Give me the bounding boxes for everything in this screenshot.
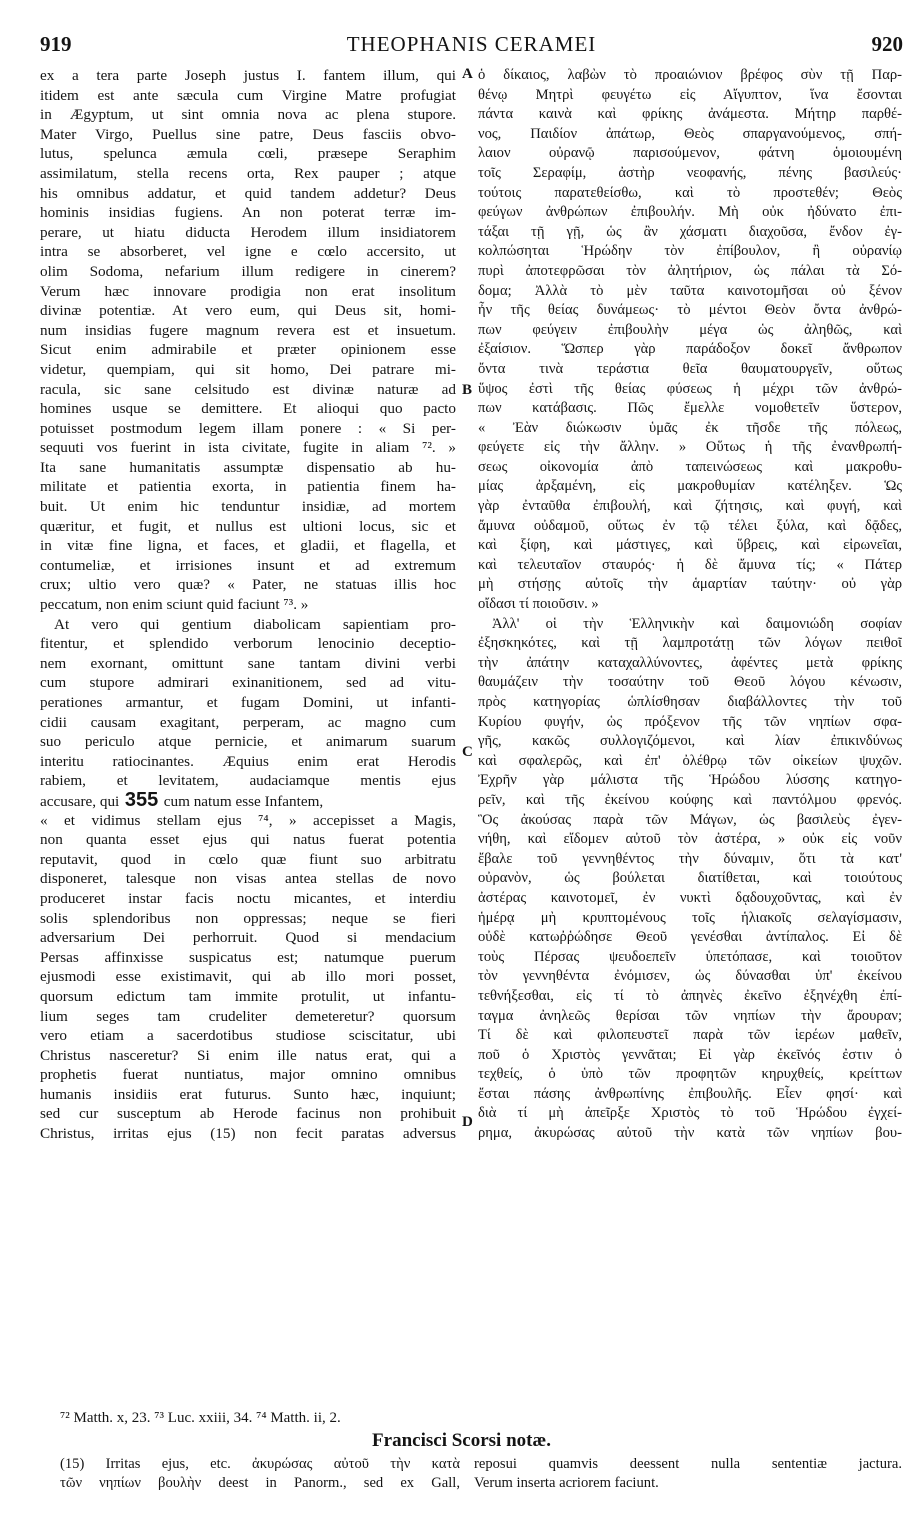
greek-text-line: μὴ στήσῃς αὐτοῖς τὴν ἁμαρτίαν ταύτην· οὐ γὰρ [478, 576, 902, 593]
latin-text-line: vero etiam a sacerdotibus studiose sciscitatur, ubi [40, 1027, 456, 1045]
latin-text-line: lium seges tam crudeliter demeteretur? quorsum [40, 1007, 456, 1025]
latin-text-line: non quanta esset ejus qui natus fuerat potentia [40, 831, 456, 849]
greek-text-line: Ἀλλ' οἱ τὴν Ἑλληνικὴν καὶ δαιμονιώδη σοφίαν [492, 615, 902, 632]
greek-text-line: ὕψος ἐστὶ τῆς θείας φύσεως ἡ μέχρι τῶν ἀνθρώ- [478, 380, 902, 397]
greek-text-line: οὐδὲ κατωῤῥώδησε Θεοῦ γενέσθαι ἀντίπαλος. Εἰ δὲ [478, 929, 902, 946]
latin-text-line: potuisset postmodum legem illam ponere : « Si per- [40, 419, 456, 437]
greek-text-line: νήθη, καὶ εἴδομεν αὐτοῦ τὸν ἀστέρα, » οὐκ εἰς νοῦν [478, 831, 902, 848]
greek-text-line: ἡμέρᾳ μὴ κρυπτομένους τοῖς ἡλιακοῖς σελαγίσμασιν, [478, 909, 902, 926]
scripture-references: ⁷² Matth. x, 23. ⁷³ Luc. xxiii, 34. ⁷⁴ Matth. ii, 2. [60, 1410, 341, 1426]
greek-text-line: τεχθείς, ὁ ὑπὸ τῶν προφητῶν κηρυχθείς, κρείττων [478, 1066, 902, 1083]
section-marker-b: B [462, 382, 473, 398]
note-text-line: (15) Irritas ejus, etc. ἀκυρώσας αὐτοῦ τὴν κατὰ [60, 1456, 460, 1472]
notes-right [474, 1455, 902, 1493]
greek-text-line: πυρὶ ἀποτεφρῶσαι τὸν ἀλητήριον, ὡς πάλαι τὰ Σό- [478, 262, 902, 279]
latin-text-line: Sicut enim admirabile et præter opinionem esse [40, 341, 456, 359]
section-marker-d: D [462, 1114, 473, 1130]
column-number: 355 [119, 790, 164, 811]
note-text-line: τῶν νηπίων βουλὴν deest in Panorm., sed ex Gall, [60, 1475, 460, 1491]
latin-text-line: itidem est ante sæcula cum Virgine Matre profugiat [40, 86, 456, 104]
latin-text-line: solis splendoribus non oppressas; neque se fieri [40, 909, 456, 927]
latin-text-fragment: accusare, qui [40, 792, 120, 810]
page-header [40, 24, 903, 54]
greek-text-line: ἦν τῆς θείας δυνάμεως· τὸ μέντοι Θεὸν ὄντα ἀνθρώ- [478, 302, 902, 319]
page-number-left: 919 [40, 32, 72, 56]
greek-text-line: πάντα καινὰ καὶ φρίκης ἀνάμεστα. Μήτηρ παρθέ- [478, 106, 902, 123]
greek-text-line: ἐξαίσιον. Ὥσπερ γὰρ παράδοξον δοκεῖ ἄνθρωπον [478, 341, 902, 358]
latin-text-line: produceret instar facis noctu micantes, et interdiu [40, 889, 456, 907]
greek-text-line: τάξαι τῇ γῇ, ὡς ἂν χάσματι διαχοῦσα, ἔνδον ἐγ- [478, 223, 902, 240]
greek-text-line: δομα; Ἀλλὰ τὸ μὲν ταῦτα καινοτομῆσαι οὐ ξένον [478, 282, 902, 299]
greek-text-line: ἔσται πάσης ἀνθρωπίνης ἐπιβουλῆς. Εἶεν φησί· καὶ [478, 1085, 902, 1102]
latin-text-line: disponeret, talesque non visas antea stellas de novo [40, 870, 456, 888]
latin-text-line: Verum hæc innovare prodigia non erat insolitum [40, 282, 456, 300]
greek-text-line: ἄμυνα οὐδαμοῦ, οὕτως ἐν τῷ τέλει ξύλα, καὶ δᾷδες, [478, 517, 902, 534]
greek-text-line: τὸν γεννηθέντα ἐνόμισεν, ὡς δύνασθαι ὑπ' ἐκείνου [478, 968, 902, 985]
latin-text-line [40, 791, 456, 811]
greek-text-line: καὶ τελευταῖον σταυρός· ἡ δὲ ἄμυνα τίς; « Πάτερ [478, 556, 902, 573]
greek-text-line: ὁ δίκαιος, λαβὼν τὸ προαιώνιον βρέφος σὺν τῇ Παρ- [478, 67, 902, 83]
greek-text-line: Κυρίου φυγήν, ὡς πρόξενον τῆς τῶν νηπίων σφα- [478, 713, 902, 730]
running-title: THEOPHANIS CERAMEI [346, 32, 597, 56]
latin-text-line: ejusmodi esse existimavit, qui ab illo mori posset, [40, 968, 456, 986]
latin-text-line: racula, sic sane celsitudo est divinæ naturæ ad [40, 380, 456, 398]
latin-text-line: num insidias fugere magnum revera est et insuetum. [40, 321, 456, 339]
greek-text-line: ταγμα ἀνηλεῶς θερίσαι τῶν νηπίων τὴν ἄρουραν; [478, 1007, 902, 1024]
latin-text-line: perare, ut hiatu diducta Herodem illum insidiatorem [40, 223, 456, 241]
greek-text-line: Ἐχρῆν γὰρ μάλιστα τῆς Ἡρώδου λύσσης κατηγο- [478, 772, 902, 789]
greek-text-line: τεθνήξεσθαι, εἰς τί τὸ ἀπηνὲς ἐκεῖνο ἐξηνέχθη ἐπί- [478, 987, 902, 1004]
greek-text-line: Ὃς ἀκούσας παρὰ τῶν Μάγων, ὡς βασιλεὺς ἐγεν- [478, 811, 902, 828]
latin-text-line: quorsum edictum tam immite protulit, ut infantu- [40, 987, 456, 1005]
latin-text-line: his omnibus addatur, et quid tandem addetur? Deus [40, 184, 456, 202]
greek-text-line: οὐρανὸν, ὡς βούλεται διατίθεται, καὶ τοιούτους [478, 870, 902, 887]
greek-text-line: λαιον οὐρανῷ παρισούμενον, φάτνη ὁμοιουμένη [478, 145, 902, 162]
greek-text-line: ρημα, ἀκυρώσας αὐτοῦ τὴν κατὰ τῶν νηπίων βου- [478, 1125, 902, 1142]
section-marker-c: C [462, 744, 473, 760]
latin-text-line: sed cur susceptum ab Herode facinus non prohibuit [40, 1105, 456, 1123]
latin-text-line: videtur, quempiam, qui sit homo, Dei patrare mi- [40, 360, 456, 378]
greek-text-line: ἀστέρας καινοτομεῖ, ἐν νυκτὶ δᾳδουχοῦντας, καὶ ἐν [478, 889, 902, 906]
latin-text-line: « et vidimus stellam ejus ⁷⁴, » accepisset a Magis, [40, 811, 456, 829]
greek-text-line: οἴδασι τί ποιοῦσιν. » [478, 596, 599, 613]
latin-text-line: Mater Virgo, Puellus sine patre, Deus fasciis obvo- [40, 125, 456, 143]
greek-text-line: τούτοις παρατεθείσθω, καὶ τὸ προστεθέν; Θεὸς [478, 184, 902, 201]
latin-text-line: crux; ultio vero quæ? « Pater, ne statuas illis hoc [40, 576, 456, 594]
greek-text-line: κολπώσηται Ἡρώδην τὸν ἐπίβουλον, ἢ οὐρανίῳ [478, 243, 902, 260]
latin-text-line: in Ægyptum, ut sint omnia nova ac plena stupore. [40, 106, 456, 124]
latin-text-line: homines usque se demittere. Et alioqui quo pacto [40, 400, 456, 418]
latin-text-line: cidii causam exagitant, perperam, ac magno cum [40, 713, 456, 731]
latin-text-line: ex a tera parte Joseph justus I. fantem illum, qui [40, 67, 456, 84]
greek-text-line: πων φεύγειν ἐπιβουλὴν μέγα ὡς ἀληθῶς, καὶ [478, 321, 902, 338]
latin-text-line: assimilatum, stella recens orta, Rex pauper ; atque [40, 164, 456, 182]
latin-text-line: Persas affinxisse suspicatus est; natumque puerum [40, 948, 456, 966]
latin-text-line: suo periculo atque pernicie, et animarum suarum [40, 733, 456, 751]
latin-text-line: militate et patientia exorta, in patientia finem ha- [40, 478, 456, 496]
latin-column [40, 66, 456, 1404]
greek-text-line: θαυμάζειν τὴν τοσαύτην τοῦ Θεοῦ λόγου κένωσιν, [478, 674, 902, 691]
greek-text-line: ποῦ ὁ Χριστὸς γεννᾶται; Εἰ γὰρ ἐκεῖνός ἐστιν ὁ [478, 1046, 902, 1063]
greek-text-line: ἐξησκηκότες, καὶ τῇ λαμπροτάτῃ τῶν λόγων πειθοῖ [478, 635, 902, 652]
latin-text-line: adversarium Dei perhorruit. Quod si mendacium [40, 929, 456, 947]
greek-column [478, 66, 902, 1404]
greek-text-line: γὰρ ἐνταῦθα ἐπιβουλή, καὶ ζήτησις, καὶ φυγή, καὶ [478, 498, 902, 515]
latin-text-line: prophetis fuerat nuntiatus, major omnino omnibus [40, 1066, 456, 1084]
section-marker-a: A [462, 66, 473, 82]
latin-text-line: buit. Ut enim hic tenduntur insidiæ, ad mortem [40, 498, 456, 516]
greek-text-line: πρὸς κατηγορίας ὡπλίσθησαν διαβάλλοντες τὴν τοῦ [478, 694, 902, 710]
latin-text-line: quæritur, et fugit, et nullus est ultioni locus, sic et [40, 517, 456, 535]
greek-text-line: γῆς, κακῶς συλλογιζόμενοι, καὶ λίαν ἐπικινδύνως [478, 733, 902, 750]
latin-text-fragment: cum natum esse Infantem, [163, 792, 324, 810]
latin-text-line: rabiem, et levitatem, audaciamque mentis ejus [40, 772, 456, 790]
note-text-line: reposui quamvis deessent nulla sententiæ jactura. [474, 1456, 902, 1472]
latin-text-line: interitu ratiocinantes. Æquius enim erat Herodis [40, 752, 456, 770]
greek-text-line: « Ἐὰν διώκωσιν ὑμᾶς ἐκ τῆσδε τῆς πόλεως, [478, 419, 902, 436]
latin-text-line: hominis insidias fugiens. An non poterat terræ im- [40, 204, 456, 222]
greek-text-line: φεύγετε εἰς τὴν ἄλλην. » Οὕτως ἡ τῆς ἐνανθρωπή- [478, 439, 902, 456]
greek-text-line: σεως οἰκονομία ἀπὸ ταπεινώσεως καὶ μακροθυ- [478, 458, 902, 475]
greek-text-line: ρεῖν, καὶ τῆς ἐκείνου κούφης καὶ παντόλμου φρενός. [478, 791, 902, 808]
greek-text-line: καὶ ξίφη, καὶ μάστιγες, καὶ ὕβρεις, καὶ εἰρωνεῖαι, [478, 537, 902, 554]
latin-text-line: reputavit, quod in cœlo quæ fiunt suo arbitratu [40, 850, 456, 868]
latin-text-line: Christus nasceretur? Si enim ille natus erat, qui a [40, 1046, 456, 1064]
page-number-right: 920 [871, 32, 903, 56]
greek-text-line: ἔβαλε τοῦ γεννηθέντος τὴν δύναμιν, ὅτι τὰ κατ' [478, 850, 902, 867]
notes-title: Francisci Scorsi notæ. [372, 1430, 551, 1451]
latin-text-line: lutus, spelunca æmula cœli, præsepe Seraphim [40, 145, 456, 163]
greek-text-line: καὶ σφαλερῶς, καὶ ἐπ' ὀλέθρῳ τῶν οἰκείων ψυχῶν. [478, 752, 902, 769]
greek-text-line: διὰ τί μὴ ἀπεῖρξε Χριστὸς τὸ τοῦ Ἡρώδου ἐγχεί- [478, 1105, 902, 1122]
greek-text-line: τοῖς Σεραφίμ, ἀστὴρ νεοφανής, πένης βασιλεύς· [478, 164, 902, 181]
latin-text-line: sequuti vos fuerint in ista civitate, fugite in aliam ⁷². » [40, 439, 456, 457]
latin-text-line: humanis insidiis erat futurus. Sunto hæc, inquiunt; [40, 1085, 456, 1103]
greek-text-line: ὄντα τινὰ τεράστια θεῖα θαυματουργεῖν, οὕτως [478, 360, 902, 377]
greek-text-line: τὴν ἀπάτην καταχαλλύνοντες, ἀφέντες μετὰ φρίκης [478, 654, 902, 671]
latin-text-line: fitentur, et splendido verborum lenocinio deceptio- [40, 635, 456, 653]
latin-text-line: intra se absorberet, vel igne e cœlo accersito, ut [40, 243, 456, 261]
latin-text-line: peccatum, non enim sciunt quid faciunt ⁷³. » [40, 596, 309, 614]
latin-text-line: olim Sodoma, nefarium illum redigere in cinerem? [40, 262, 456, 280]
greek-text-line: Τί δὲ καὶ φιλοπευστεῖ παρὰ τῶν ἱερέων μαθεῖν, [478, 1027, 902, 1044]
greek-text-line: πων κατάβασις. Πῶς ἔμελλε νομοθετεῖν ὕστερον, [478, 400, 902, 417]
greek-text-line: μίας ἀρξαμένη, εἰς μακροθυμίαν κατέληξεν. Ὡς [478, 478, 902, 495]
greek-text-line: νος, Παιδίον ἀπάτωρ, Θεὸς σπαργανούμενος, σπή- [478, 125, 902, 142]
latin-text-line: perationes armantur, et fugam Domini, ut infanti- [40, 694, 456, 711]
latin-text-line: contumeliæ, et irrisiones insunt et ad extremum [40, 556, 456, 574]
latin-text-line: cum stupore admirari exinanitionem, sed ad vitu- [40, 674, 456, 692]
greek-text-line: τοὺς Πέρσας ψευδοεπεῖν ὑπετόπασε, καὶ τοιοῦτον [478, 948, 902, 965]
greek-text-line: θένῳ Μητρὶ φευγέτω εἰς Αἴγυπτον, ἵνα ἔσονται [478, 86, 902, 103]
latin-text-line: divinæ potentiæ. At vero eum, qui Deus sit, homi- [40, 302, 456, 320]
greek-text-line: φεύγων ἀνθρώπων ἐπιβουλήν. Μὴ οὐκ ἠδύνατο ἐπι- [478, 204, 902, 221]
latin-text-line: At vero qui gentium diabolicam sapientiam pro- [54, 615, 456, 633]
notes-left [60, 1455, 460, 1493]
note-text-line: Verum inserta acriorem faciunt. [474, 1475, 659, 1491]
latin-text-line: Christus, irritas ejus (15) non fecit paratas adversus [40, 1125, 456, 1143]
latin-text-line: nem exornant, omittunt sane tantam divini verbi [40, 654, 456, 672]
latin-text-line: in vitæ fine ligna, et faces, et gladii, et flagella, et [40, 537, 456, 555]
latin-text-line: Ita sane humanitatis assumptæ dispensatio ab hu- [40, 458, 456, 476]
